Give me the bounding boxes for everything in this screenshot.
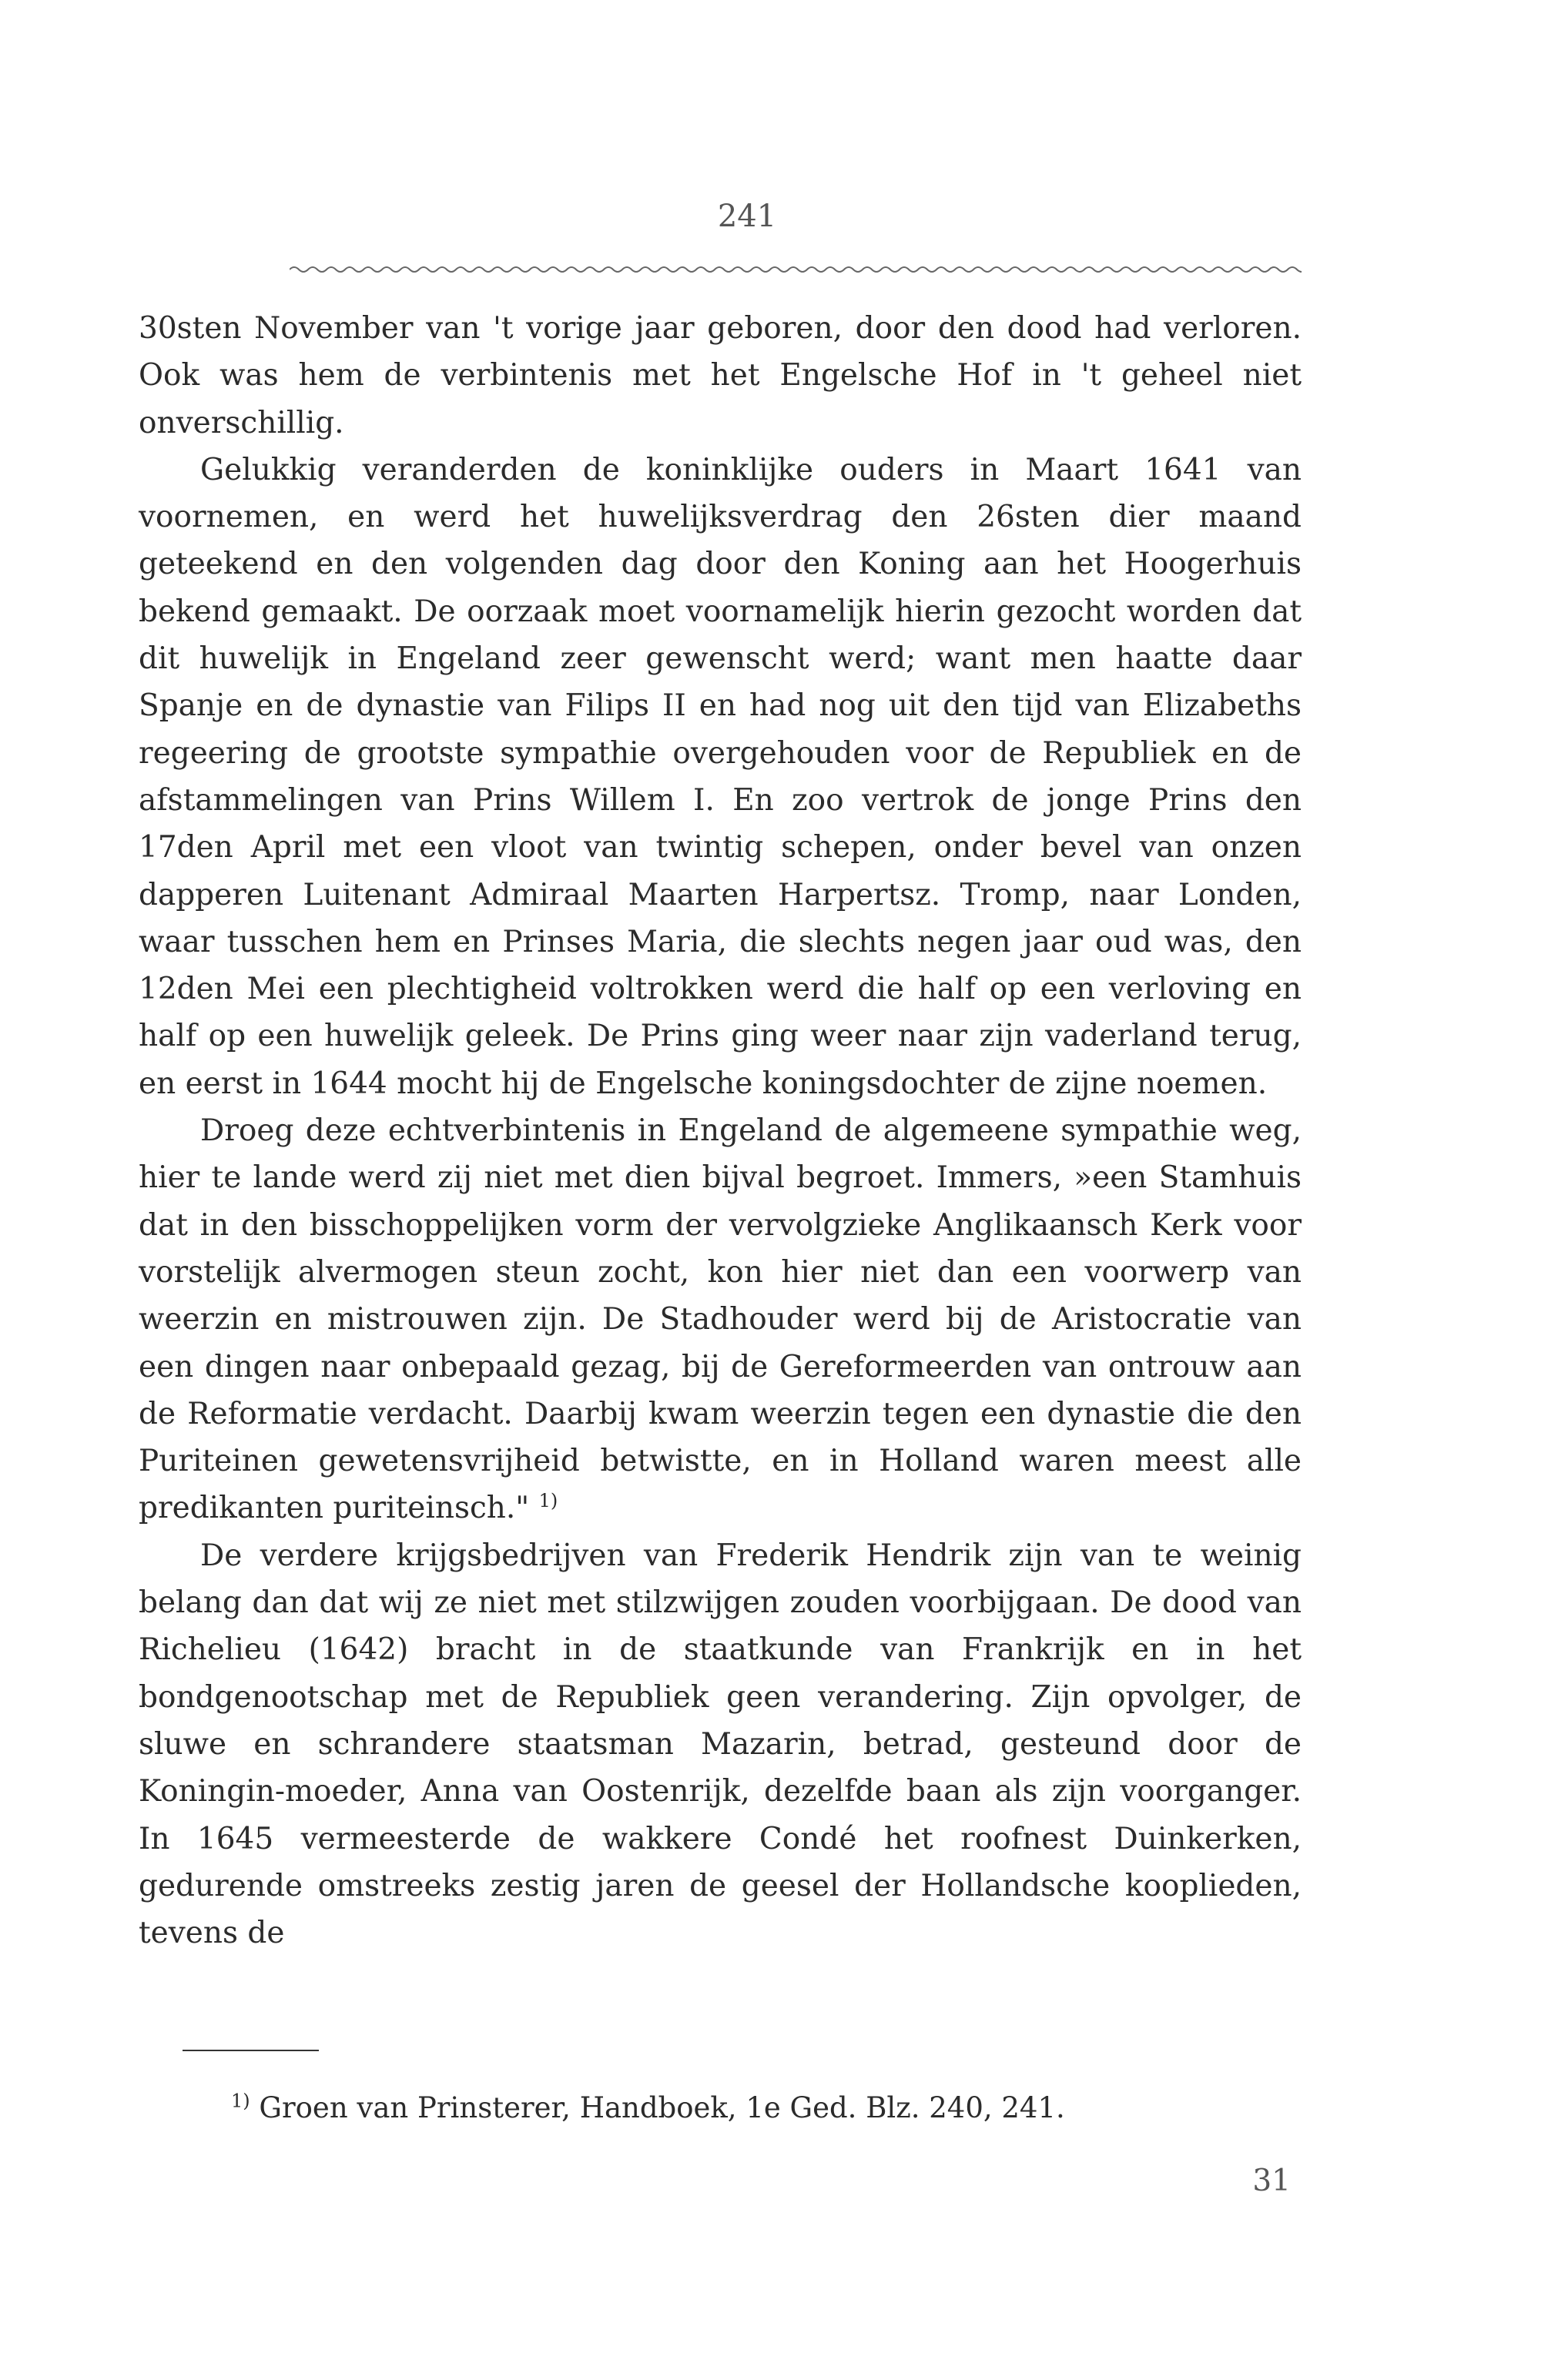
footnote-text: Groen van Prinsterer, Handboek, 1e Ged. Blz. 240, 241. — [259, 2091, 1065, 2124]
paragraph: De verdere krijgsbedrijven van Frederik Hendrik zijn van te weinig belang dan dat wij ze niet met stilzwijgen zouden voorbijgaan. De dood van Richelieu (1642) bracht in de staatkunde van Frankrijk en in het bondgenootschap met de Republiek geen verandering. Zijn opvolger, de sluwe en schrandere staatsman Mazarin, betrad, gesteund door de Koningin-moeder, Anna van Oostenrijk, dezelfde baan als zijn voorganger. In 1645 vermeesterde de wakkere Condé het roofnest Duinkerken, gedurende omstreeks zestig jaren de geesel der Hollandsche kooplieden, tevens de — [139, 1538, 1302, 1951]
paragraph: 30sten November van 't vorige jaar geboren, door den dood had verloren. Ook was hem de verbintenis met het Engelsche Hof in 't geheel niet onverschillig. — [139, 311, 1302, 440]
footnote-divider — [183, 2050, 319, 2051]
footnote-reference: 1) — [538, 1490, 558, 1512]
footnote — [231, 2089, 1309, 2127]
paragraph: Droeg deze echtverbintenis in Engeland de algemeene sympathie weg, hier te lande werd zij niet met dien bijval begroet. Immers, »een Stamhuis dat in den bisschoppelijken vorm der vervolgzieke Anglikaansch Kerk voor vorstelijk alvermogen steun zocht, kon hier niet dan een voorwerp van weerzin en mistrouwen zijn. De Stadhouder werd bij de Aristocratie van een dingen naar onbepaald gezag, bij de Gereformeerden van ontrouw aan de Reformatie verdacht. Daarbij kwam weerzin tegen een dynastie die den Puriteinen gewetensvrijheid betwistte, en in Holland waren meest alle predikanten puriteinsch." $^{1)}$ — [139, 1113, 1302, 1526]
body-text — [139, 305, 1302, 1957]
page-number: 241 — [717, 199, 777, 234]
decorative-wavy-rule — [290, 263, 1302, 276]
footnote-marker: 1) — [231, 2090, 250, 2112]
paragraph: Gelukkig veranderden de koninklijke ouders in Maart 1641 van voornemen, en werd het huwelijksverdrag den 26sten dier maand geteekend en den volgenden dag door den Koning aan het Hoogerhuis bekend gemaakt. De oorzaak moet voornamelijk hierin gezocht worden dat dit huwelijk in Engeland zeer gewenscht werd; want men haatte daar Spanje en de dynastie van Filips II en had nog uit den tijd van Elizabeths regeering de grootste sympathie overgehouden voor de Republiek en de afstammelingen van Prins Willem I. En zoo vertrok de jonge Prins den 17den April met een vloot van twintig schepen, onder bevel van onzen dapperen Luitenant Admiraal Maarten Harpertsz. Tromp, naar Londen, waar tusschen hem en Prinses Maria, die slechts negen jaar oud was, den 12den Mei een plechtigheid voltrokken werd die half op een verloving en half op een huwelijk geleek. De Prins ging weer naar zijn vaderland terug, en eerst in 1644 mocht hij de Engelsche koningsdochter de zijne noemen. — [139, 452, 1302, 1101]
signature-mark: 31 — [1252, 2164, 1291, 2198]
